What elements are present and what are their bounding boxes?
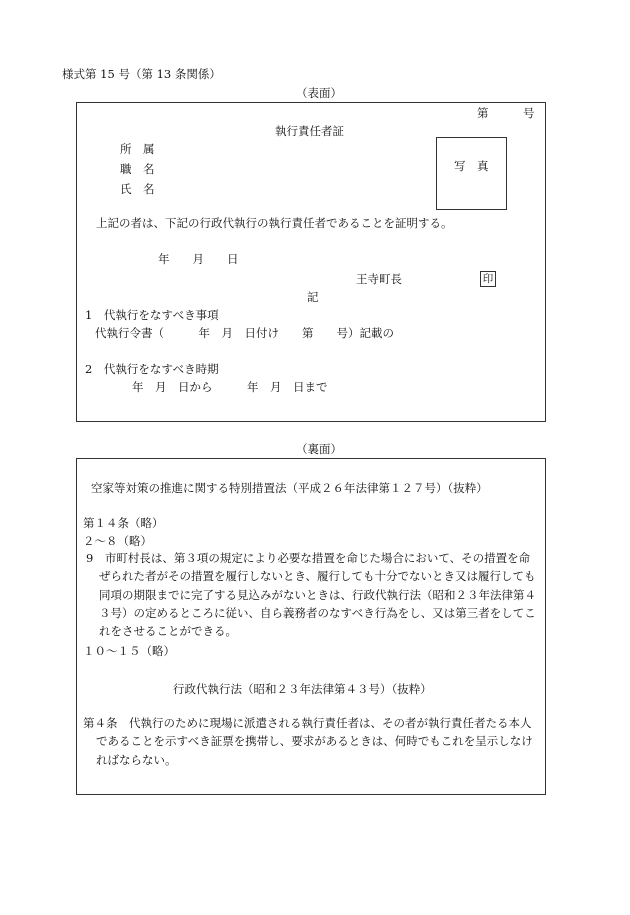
certificate-number: 第 号: [477, 106, 535, 120]
card-title: 執行責任者証: [275, 124, 344, 138]
item1-title: 1 代執行をなすべき事項: [85, 308, 219, 322]
field-name: 氏 名: [120, 182, 155, 196]
paragraph-9: 9 市町村長は、第３項の規定により必要な措置を命じた場合において、その措置を命ぜられた者がその措置を履行しないとき、履行しても十分でないとき又は履行しても同項の期限までに完了する見込みがないときは、行政代執行法（昭和２３年法律第４３号）の定めるところに従い、自ら義務者のなすべき行為をし、又は第三者をしてこれをさせることができる。: [86, 551, 536, 639]
paragraphs-10-15: １０～１５（略）: [83, 644, 175, 658]
front-card: [76, 102, 546, 422]
issuer-name: 王寺町長: [356, 272, 402, 286]
paragraphs-2-8: ２～８（略）: [83, 534, 152, 548]
front-side-label: （表面）: [296, 86, 342, 100]
article-14: 第１４条（略）: [83, 516, 164, 530]
issue-date: 年 月 日: [158, 252, 239, 266]
item1-detail: 代執行令書（ 年 月 日付け 第 号）記載の: [95, 326, 394, 340]
field-position: 職 名: [120, 162, 155, 176]
seal-char: 印: [482, 272, 494, 285]
certify-statement: 上記の者は、下記の行政代執行の執行責任者であることを証明する。: [96, 216, 453, 230]
article-4: 第４条 代執行のために現場に派遣される執行責任者は、その者が執行責任者たる本人であることを示すべき証票を携帯し、要求があるときは、何時でもこれを呈示しなければならない。: [83, 716, 533, 767]
law1-title: 空家等対策の推進に関する特別措置法（平成２６年法律第１２７号）（抜粋）: [91, 481, 488, 495]
item2-detail: 年 月 日から 年 月 日まで: [132, 380, 328, 394]
item2-title: 2 代執行をなすべき時期: [85, 362, 219, 376]
photo-label: 写 真: [454, 159, 489, 173]
photo-box: [436, 137, 507, 210]
ki-label: 記: [307, 290, 319, 304]
form-number: 様式第 15 号（第 13 条関係）: [62, 67, 221, 81]
field-affiliation: 所 属: [120, 142, 155, 156]
back-card: [76, 458, 546, 795]
back-side-label: （裏面）: [296, 442, 342, 456]
law2-title: 行政代執行法（昭和２３年法律第４３号）（抜粋）: [173, 682, 432, 696]
seal-mark: [480, 271, 496, 287]
